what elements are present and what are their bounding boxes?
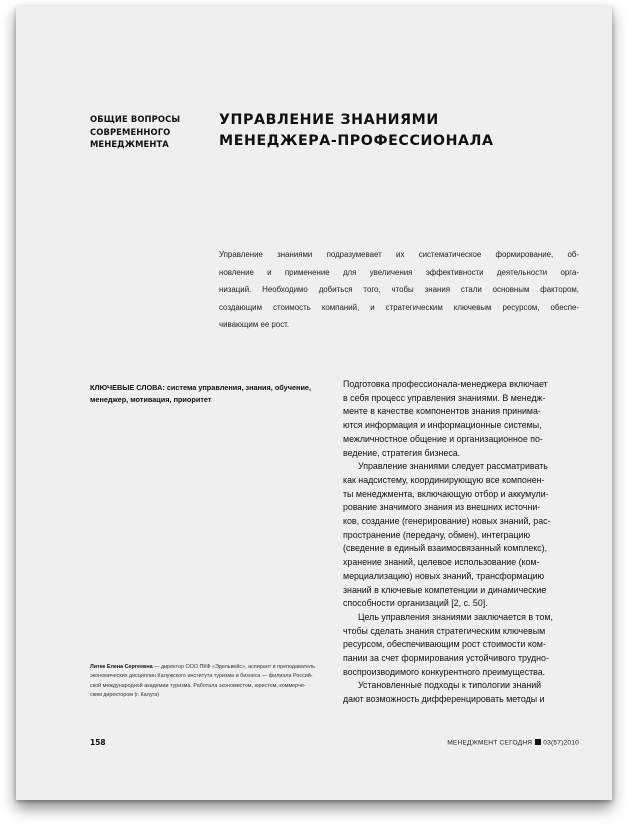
keywords-line: КЛЮЧЕВЫЕ СЛОВА: система управления, знания, обучение, [90,383,312,392]
abstract-line: создающим стоимость компаний, и стратегическим ключевым ресурсом, обеспе- [219,302,579,312]
body-line: ведение, стратегия бизнеса. [343,447,461,458]
page-number: 158 [90,738,106,747]
author-line-rest: — директор ООО ПКФ «Эдельвейс», аспирант и преподаватель [152,664,315,670]
body-line: Подготовка профессионала-менеджера включает [343,379,548,389]
keywords-line: менеджер, мотивация, приоритет [90,394,212,404]
rubric-line: СОВРЕМЕННОГО [90,126,171,137]
body-line: менте в качестве компонентов знания принима- [343,406,541,417]
body-line: Цель управления знаниями заключается в том, [358,611,553,622]
body-line: ются информация и информационные системы, [343,420,542,431]
body-line: межличностное общение и организационное по- [343,433,543,444]
square-bullet-icon [535,739,541,745]
body-line: ков, создание (генерирование) новых знаний, рас- [343,516,551,527]
body-line: Управление знаниями следует рассматривать [358,461,548,472]
body-line: как надсистему, координирующую все компонен- [343,474,545,485]
body-line: способности организаций [2, с. 50]. [343,598,488,609]
author-line: ской международной академии туризма. Работала экономистом, юристом, коммерче- [90,682,306,689]
journal-name: МЕНЕДЖМЕНТ СЕГОДНЯ [447,739,533,747]
section-rubric [90,113,200,151]
keywords-block [90,382,335,405]
body-line: ты менеджмента, включающую отбор и аккумули- [343,488,549,499]
article-body [343,378,583,707]
journal-page [16,6,612,800]
abstract-line: низаций. Необходимо добиться того, чтобы знания стали основным фактором, [219,285,579,295]
rubric-line: ОБЩИЕ ВОПРОСЫ [90,114,181,124]
author-line [90,663,338,672]
title-line: УПРАВЛЕНИЕ ЗНАНИЯМИ [219,112,439,128]
running-footer [447,739,579,747]
body-line: мерциализацию) новых знаний, трансформацию [343,570,545,581]
abstract-line: Управление знаниями подразумевает их систематическое формирование, об- [219,250,579,259]
body-line: пании за счет формирования устойчивого трудно- [343,653,549,664]
body-line: рование значимого знания из внешних источни- [343,502,541,513]
author-note [90,663,338,700]
body-line: в себя процесс управления знаниями. В менедж- [343,392,546,403]
article-abstract [219,246,579,334]
author-name: Литке Елена Сергеевна [90,664,153,670]
abstract-line: чивающим ее рост. [219,320,290,330]
author-line: экономических дисциплин Калужского института туризма и бизнеса — филиала Россий- [90,673,313,680]
article-title [219,110,599,152]
body-line: хранение знаний, целевое использование (ком- [343,557,540,568]
body-line: пространение (передачу, обмен), интеграцию [343,529,531,540]
body-line: чтобы сделать знания стратегическим ключевым [343,625,546,636]
body-line: Установленные подходы к типологии знаний [358,680,542,691]
body-line: знаний в ключевые компетенции и динамические [343,584,547,595]
title-line: МЕНЕДЖЕРА-ПРОФЕССИОНАЛА [219,133,494,149]
body-line: ресурсом, обеспечивающим рост стоимости ком- [343,639,546,650]
body-line: воспроизводимого конкурентного преимущества. [343,666,546,677]
body-line: дают возможность дифференцировать методы и [343,694,545,705]
journal-issue: 03(57)2010 [543,739,579,747]
abstract-line: новление и применение для увеличения эффективности деятельности орга- [219,267,579,277]
rubric-line: МЕНЕДЖМЕНТА [90,139,169,149]
body-line: (сведение в единый взаимосвязанный комплекс), [343,543,548,554]
author-line: ским директором (г. Калуга) [90,691,160,698]
